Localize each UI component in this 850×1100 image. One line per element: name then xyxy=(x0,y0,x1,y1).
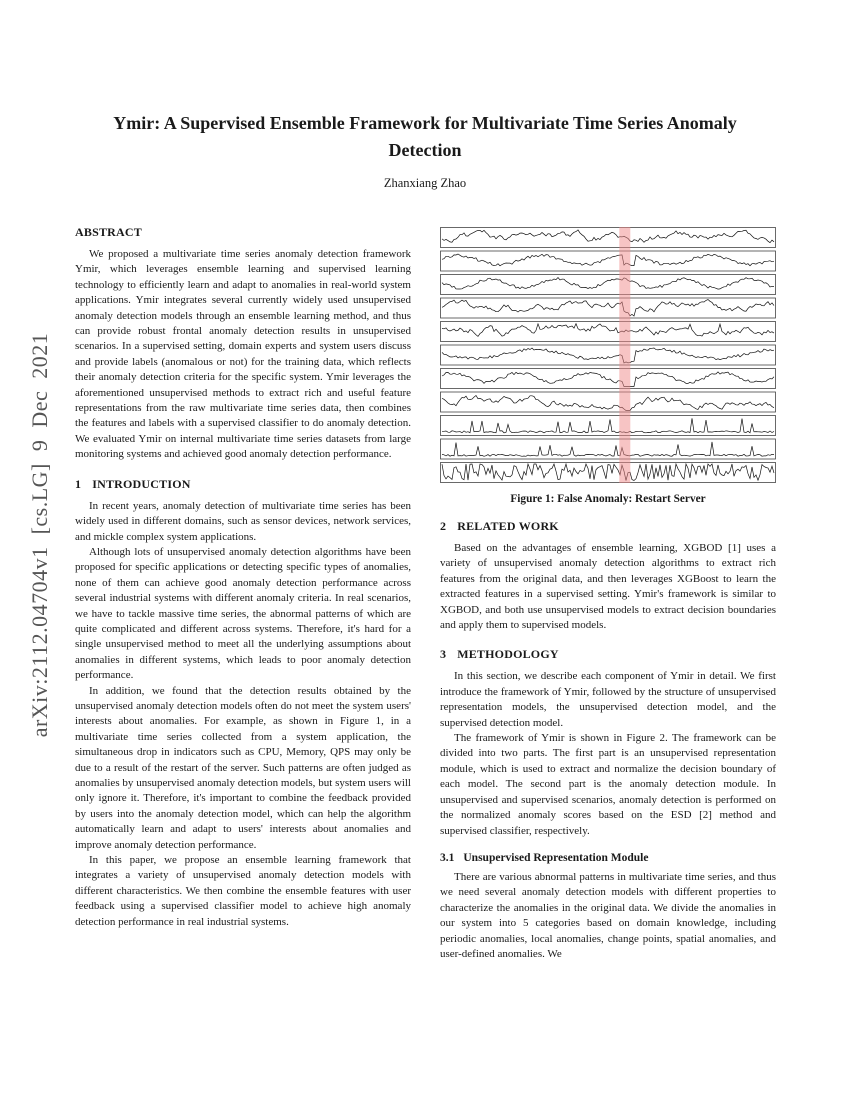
subsection-3-1-paragraph-1: There are various abnormal patterns in multivariate time series, and thus we need several anomaly detection models with different properties to characterize the anomalies in the original data. We divide the anomalies in our system into 5 categories based on domain knowledge, including periodic anomalies, local anomalies, change points, spatial anomalies, and user-defined anomalies. We xyxy=(440,870,776,960)
section-number: 3 xyxy=(440,647,447,662)
timeseries-panel-frame xyxy=(441,275,776,295)
timeseries-panel-frame xyxy=(441,251,776,271)
timeseries-line xyxy=(442,442,774,456)
intro-paragraph-1: In recent years, anomaly detection of multivariate time series has been widely used in different domains, such as sensor devices, network services, and mickle complex system applications. xyxy=(75,499,411,543)
section-heading-introduction xyxy=(75,477,411,492)
paper-title-text: Ymir: A Supervised Ensemble Framework for Multivariate Time Series Anomaly Detection xyxy=(113,113,737,160)
section-title: INTRODUCTION xyxy=(92,476,191,491)
abstract-paragraph: We proposed a multivariate time series anomaly detection framework Ymir, which leverages ensemble learning and supervised learning technology to efficiently learn and adapt to anomalies in real-world system applications. Ymir integrates several currently widely used unsupervised anomaly detection models through an ensemble learning method, and thus can provide robust frontal anomaly detection results in unsupervised scenarios. In a supervised setting, domain experts and system users discuss and provide labels (anomalous or not) for the training data, which reflects their anomaly detection criteria for the specific system. Ymir leverages the aforementioned unsupervised methods to extract rich and useful feature representations from the raw multivariate time series data, then combines the features and labels with a supervised classifier to do anomaly detection. We evaluated Ymir on internal multivariate time series datasets from large monitoring systems and achieved good anomaly detection performance. xyxy=(75,248,411,461)
subsection-title: Unsupervised Representation Module xyxy=(463,851,649,864)
related-work-paragraph-1: Based on the advantages of ensemble learning, XGBOD [1] uses a variety of unsupervised anomaly detection algorithms to extract rich features from the original data, and then leverages XGBoost to learn the extracted features in a supervised setting. Ymir's framework is similar to XGBOD, and both use unsupervised models to extract decision boundaries and apply them to supervised models. xyxy=(440,542,776,632)
timeseries-panel-frame xyxy=(441,369,776,389)
timeseries-panel-frame xyxy=(441,228,776,248)
timeseries-panel-frame xyxy=(441,416,776,436)
figure-1 xyxy=(440,227,776,505)
section-title: RELATED WORK xyxy=(457,519,559,533)
timeseries-line xyxy=(442,300,774,317)
section-number: 1 xyxy=(75,476,82,491)
timeseries-line xyxy=(442,230,774,243)
figure-1-timeseries xyxy=(440,227,776,483)
timeseries-line xyxy=(442,254,774,266)
timeseries-line xyxy=(442,418,774,433)
subsection-heading-3-1 xyxy=(440,852,776,864)
section-number: 2 xyxy=(440,519,447,533)
arxiv-stamp: arXiv:2112.04704v1 [cs.LG] 9 Dec 2021 xyxy=(27,332,52,738)
paper-author: Zhanxiang Zhao xyxy=(383,176,467,190)
section-title: METHODOLOGY xyxy=(457,647,559,662)
anomaly-band xyxy=(619,227,630,483)
timeseries-line xyxy=(442,348,774,363)
methodology-paragraph-1: In this section, we describe each component of Ymir in detail. We first introduce the framework of Ymir, followed by the structure of unsupervised representation models, the unsupervised detection model, and the supervised detection model. xyxy=(440,670,776,729)
intro-paragraph-3: In addition, we found that the detection results obtained by the unsupervised anomaly detection models often do not meet the system users' interests about anomalies. For example, as shown in Figure 1, in a multivariate time series collected from a system application, the simultaneous drop in indicators such as CPU, Memory, QPS may only be due to a result of the restart of the server. Such patterns are often judged as anomalies by unsupervised anomaly detection models, but system users will only ignore it. Therefore, it's important to combine the feedback provided by users into the anomaly detection model, which can help the algorithm automatically learn and adapt to users' interests about anomalies and improve anomaly detection performance. xyxy=(75,684,411,851)
methodology-paragraph-2: The framework of Ymir is shown in Figure 2. The framework can be divided into two parts. The first part is an unsupervised representation module, which is used to extract and normalize the decision boundary of each model. The second part is the anomaly detection module. In unsupervised and supervised scenarios, anomaly detection is performed on the normalized anomaly scores based on the ESD [2] method and supervised classifier, respectively. xyxy=(440,732,776,837)
timeseries-line xyxy=(442,396,774,411)
timeseries-line xyxy=(442,372,774,387)
intro-paragraph-2: Although lots of unsupervised anomaly detection algorithms have been proposed for specific applications or detecting specific types of anomalies, none of them can achieve good anomaly detection performance across several industrial systems with different anomaly criteria. In real scenarios, we have to tackle massive time series, the abnormal patterns of which are quite complicated and different across systems. Therefore, it's hard for a single unsupervised method to meet all the underlying assumptions about anomalies in different systems, which leads to poor anomaly detection performance. xyxy=(75,545,411,682)
intro-paragraph-4: In this paper, we propose an ensemble learning framework that integrates a variety of unsupervised anomaly detection models with different characteristics. We then combine the ensemble features with user feedback using a supervised classifier model to achieve high anomaly detection performance in real industrial systems. xyxy=(75,854,411,928)
timeseries-panel-frame xyxy=(441,322,776,342)
section-heading-methodology xyxy=(440,647,776,662)
right-column xyxy=(440,225,776,962)
timeseries-line xyxy=(442,464,774,481)
left-column xyxy=(75,225,411,930)
subsection-number: 3.1 xyxy=(440,851,455,864)
abstract-heading: ABSTRACT xyxy=(75,225,142,239)
paper-title xyxy=(0,110,850,164)
figure-1-caption: Figure 1: False Anomaly: Restart Server xyxy=(510,493,706,505)
timeseries-line xyxy=(442,324,774,337)
timeseries-line xyxy=(442,278,774,290)
timeseries-panel-frame xyxy=(441,345,776,365)
section-heading-related-work xyxy=(440,519,776,534)
timeseries-panel-frame xyxy=(441,298,776,318)
